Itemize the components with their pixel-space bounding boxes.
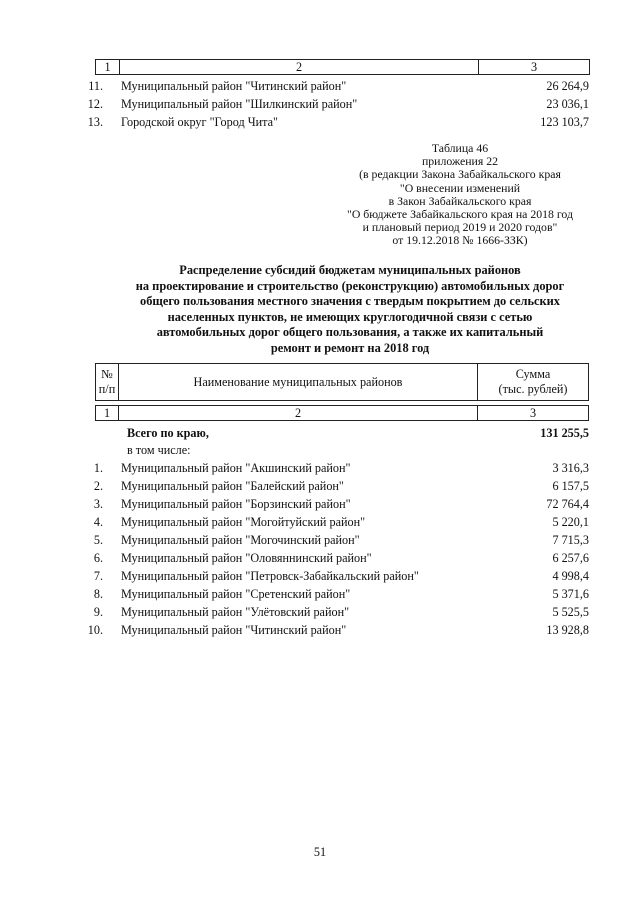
row-value: 13 928,8 (546, 623, 589, 637)
row-number: 6. (93, 551, 103, 565)
row-name: Муниципальный район "Читинский район" (121, 623, 347, 637)
row-value: 6 157,5 (552, 479, 589, 493)
row-value: 5 525,5 (552, 605, 589, 619)
row-number: 13. (87, 115, 103, 129)
header-name: Наименование муниципальных районов (118, 363, 478, 401)
col-number-2: 2 (118, 405, 478, 421)
document-title (80, 263, 620, 357)
caption-line: в Закон Забайкальского края (388, 193, 532, 208)
header-sum: Сумма (тыс. рублей) (477, 363, 589, 401)
caption-line: (в редакции Закона Забайкальского края (359, 167, 561, 182)
row-name: Муниципальный район "Акшинский район" (121, 461, 351, 475)
row-value: 3 316,3 (552, 461, 589, 475)
row-number: 7. (93, 569, 103, 583)
table-row (0, 532, 640, 549)
row-number: 1. (93, 461, 103, 475)
header-num: № п/п (95, 363, 119, 401)
table-row (0, 460, 640, 477)
title-line: населенных пунктов, не имеющих круглогодичной связи с сетью (167, 309, 533, 324)
table-row (0, 496, 640, 513)
row-number: 5. (93, 533, 103, 547)
top-table-row (0, 78, 640, 95)
top-col1-label: 1 (104, 60, 111, 74)
caption-line: "О бюджете Забайкальского края на 2018 год (347, 207, 573, 222)
row-name: Муниципальный район "Оловяннинский район" (121, 551, 372, 565)
row-name: Муниципальный район "Сретенский район" (121, 587, 351, 601)
title-line: Распределение субсидий бюджетам муниципальных районов (179, 263, 521, 277)
table-row (0, 550, 640, 567)
top-table-col2-header (119, 59, 479, 75)
row-value: 5 220,1 (552, 515, 589, 529)
title-line: автомобильных дорог общего пользования, а также их капитальный (156, 325, 544, 340)
title-line: на проектирование и строительство (реконструкцию) автомобильных дорог (135, 278, 565, 293)
row-name: Муниципальный район "Борзинский район" (121, 497, 351, 511)
row-number: 10. (87, 623, 103, 637)
row-name: Муниципальный район "Шилкинский район" (121, 97, 358, 111)
top-table-row (0, 114, 640, 131)
total-value: 131 255,5 (540, 426, 589, 440)
row-value: 23 036,1 (546, 97, 589, 111)
row-number: 12. (87, 97, 103, 111)
row-name: Муниципальный район "Могойтуйский район" (121, 515, 366, 529)
col-number-1: 1 (95, 405, 119, 421)
top-table-col1-header (95, 59, 120, 75)
row-number: 2. (93, 479, 103, 493)
top-col2-label: 2 (295, 60, 303, 74)
row-name: Муниципальный район "Улётовский район" (121, 605, 350, 619)
including-row (0, 442, 640, 459)
title-line: ремонт и ремонт на 2018 год (270, 340, 430, 355)
col-number-3: 3 (477, 405, 589, 421)
total-label: Всего по краю, (127, 426, 209, 440)
table-caption (300, 142, 620, 248)
row-value: 26 264,9 (546, 79, 589, 93)
table-row (0, 514, 640, 531)
row-value: 6 257,6 (552, 551, 589, 565)
caption-line: "О внесении изменений (399, 180, 521, 195)
row-name: Муниципальный район "Могочинский район" (121, 533, 360, 547)
total-row (0, 425, 640, 442)
top-col3-label: 3 (530, 60, 538, 74)
row-value: 72 764,4 (546, 497, 589, 511)
row-name: Городской округ "Город Чита" (121, 115, 278, 129)
row-number: 9. (93, 605, 103, 619)
row-name: Муниципальный район "Балейский район" (121, 479, 344, 493)
caption-line: Таблица 46 (431, 141, 489, 155)
page-number: 51 (313, 845, 327, 859)
row-value: 123 103,7 (540, 115, 589, 129)
row-name: Муниципальный район "Читинский район" (121, 79, 347, 93)
including-label: в том числе: (127, 443, 191, 457)
top-table-row (0, 96, 640, 113)
row-name: Муниципальный район "Петровск-Забайкальский район" (121, 569, 419, 583)
row-number: 8. (93, 587, 103, 601)
table-row (0, 478, 640, 495)
row-number: 3. (93, 497, 103, 511)
row-value: 5 371,6 (552, 587, 589, 601)
row-value: 7 715,3 (552, 533, 589, 547)
caption-line: приложения 22 (421, 154, 499, 169)
table-row (0, 568, 640, 585)
caption-line: и плановый период 2019 и 2020 годов" (362, 220, 558, 235)
row-number: 11. (88, 79, 103, 93)
caption-line: от 19.12.2018 № 1666-ЗЗК) (392, 233, 528, 248)
row-value: 4 998,4 (552, 569, 589, 583)
table-row (0, 622, 640, 639)
top-table-col3-header (478, 59, 590, 75)
row-number: 4. (93, 515, 103, 529)
title-line: общего пользования местного значения с твердым покрытием до сельских (140, 294, 560, 309)
table-row (0, 586, 640, 603)
table-row (0, 604, 640, 621)
